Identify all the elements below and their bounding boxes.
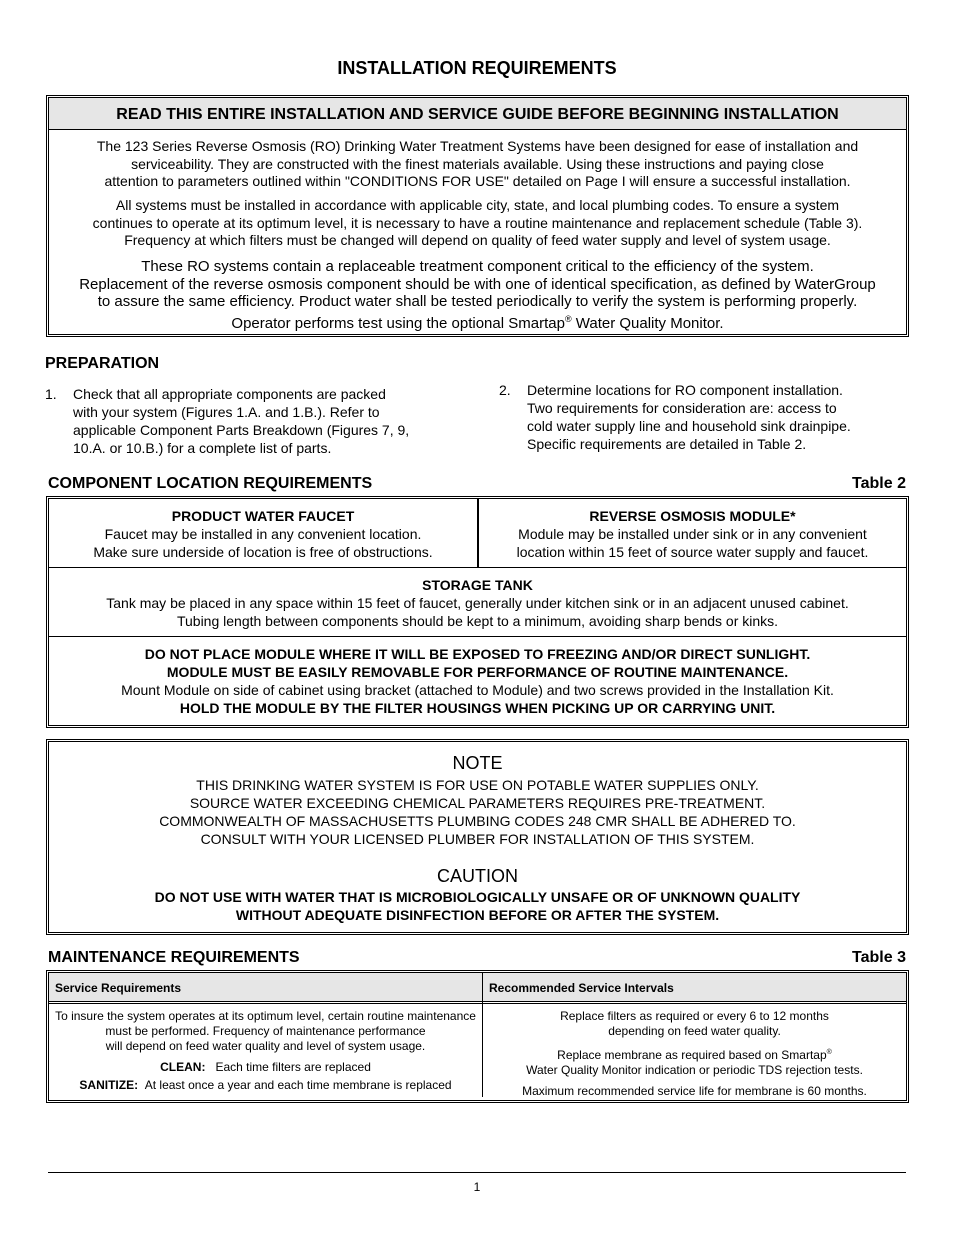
cell-title: REVERSE OSMOSIS MODULE* [589,508,796,524]
text-line: Check that all appropriate components are packed [73,386,386,402]
text-line: serviceability. They are constructed with the finest materials available. Using these instructions and paying close [131,155,824,172]
text-line: Two requirements for consideration are: access to [527,400,837,416]
sanitize-row: SANITIZE: At least once a year and each time membrane is replaced [79,1078,452,1092]
intro-paragraph-3 [55,258,900,332]
note-box [46,739,909,935]
text-line: All systems must be installed in accordance with applicable city, state, and local plumbing codes. To ensure a system [115,197,840,213]
preparation-item-2 [499,381,919,457]
divider [49,636,906,637]
text-line: CONSULT WITH YOUR LICENSED PLUMBER FOR INSTALLATION OF THIS SYSTEM. [200,831,755,847]
text-line: Faucet may be installed in any convenient location. [104,526,422,542]
text-line: THIS DRINKING WATER SYSTEM IS FOR USE ON POTABLE WATER SUPPLIES ONLY. [196,777,759,793]
text-line: SOURCE WATER EXCEEDING CHEMICAL PARAMETERS REQUIRES PRE-TREATMENT. [189,795,766,811]
intro-paragraph-1 [55,138,900,191]
clean-row: CLEAN: Each time filters are replaced [160,1060,371,1074]
text-line: Tubing length between components should be kept to a minimum, avoiding sharp bends or kinks. [176,613,779,629]
text-line: Maximum recommended service life for membrane is 60 months. [522,1084,867,1098]
maintenance-heading: MAINTENANCE REQUIREMENTS [48,949,300,966]
intro-paragraph-2 [55,197,900,250]
text-line: 10.A. or 10.B.) for a complete list of parts. [73,440,332,456]
text-line: These RO systems contain a replaceable treatment component critical to the efficiency of the system. [141,258,814,275]
text-line: Determine locations for RO component installation. [527,382,843,398]
item-number: 2. [499,382,511,398]
text-line: COMMONWEALTH OF MASSACHUSETTS PLUMBING CODES 248 CMR SHALL BE ADHERED TO. [159,813,796,829]
text-line: to assure the same efficiency. Product water shall be tested periodically to verify the system is performing properly. [97,293,858,310]
registered-mark: ® [826,1049,832,1056]
divider [49,567,906,568]
text-line: WITHOUT ADEQUATE DISINFECTION BEFORE OR AFTER THE SYSTEM. [235,907,720,923]
service-requirements-cell [49,1009,482,1093]
caution-text [49,888,906,924]
caution-heading: CAUTION [437,866,518,886]
intro-heading: READ THIS ENTIRE INSTALLATION AND SERVICE GUIDE BEFORE BEGINNING INSTALLATION [49,98,906,130]
text-line: Replace membrane as required based on Smartap® [557,1048,832,1062]
divider [49,1001,906,1004]
text-line: must be performed. Frequency of maintenance performance [105,1024,426,1038]
module-warning-cell [49,645,906,717]
page-title: INSTALLATION REQUIREMENTS [337,58,617,78]
text-line: Tank may be placed in any space within 15 feet of faucet, generally under kitchen sink or in an adjacent unused cabinet. [106,595,849,611]
text-line: DO NOT USE WITH WATER THAT IS MICROBIOLOGICALLY UNSAFE OR OF UNKNOWN QUALITY [154,889,801,905]
maintenance-table [46,970,909,1103]
text-line: MODULE MUST BE EASILY REMOVABLE FOR PERFORMANCE OF ROUTINE MAINTENANCE. [166,664,789,680]
preparation-item-1 [45,385,465,461]
text-line: HOLD THE MODULE BY THE FILTER HOUSINGS WHEN PICKING UP OR CARRYING UNIT. [179,700,776,716]
item-number: 1. [45,386,57,402]
text-line: Replacement of the reverse osmosis component should be with one of identical specification, as defined by WaterGroup [79,275,876,293]
table-2-label: Table 2 [852,475,906,492]
footer-rule [48,1172,906,1173]
component-location-table [46,496,909,728]
registered-mark: ® [564,313,572,324]
text-line: Specific requirements are detailed in Table 2. [527,436,807,452]
text-line: applicable Component Parts Breakdown (Figures 7, 9, [73,422,410,438]
cell-title: PRODUCT WATER FAUCET [171,508,355,524]
text-line: Replace filters as required or every 6 to 12 months [560,1009,829,1023]
storage-tank-cell [49,576,906,630]
text-line: Frequency at which filters must be changed will depend on quality of feed water supply and level of system usage. [124,232,831,248]
text-line: with your system (Figures 1.A. and 1.B.). Refer to [73,404,380,420]
preparation-heading: PREPARATION [45,355,160,372]
column-header-intervals: Recommended Service Intervals [489,981,674,995]
text-line: will depend on feed water quality and level of system usage. [105,1039,426,1053]
text-line: Operator performs test using the optional Smartap® Water Quality Monitor. [231,313,724,332]
text-line: Module may be installed under sink or in any convenient [518,526,867,542]
text-line: Mount Module on side of cabinet using bracket (attached to Module) and two screws provided in the Installation Kit. [121,682,834,698]
text-line: continues to operate at its optimum level, it is necessary to have a routine maintenance and replacement schedule (Table 3). [92,214,863,231]
text-line: Water Quality Monitor indication or periodic TDS rejection tests. [526,1063,863,1077]
text-line: attention to parameters outlined within "CONDITIONS FOR USE" detailed on Page I will ensure a successful installation. [104,173,851,189]
text-line: To insure the system operates at its optimum level, certain routine maintenance [55,1009,476,1023]
text-line: location within 15 feet of source water supply and faucet. [516,544,869,560]
text-line: cold water supply line and household sink drainpipe. [527,418,851,434]
service-intervals-cell [483,1009,906,1099]
column-header-service: Service Requirements [55,981,182,995]
page-number: 1 [473,1180,481,1194]
text-line: Make sure underside of location is free of obstructions. [93,544,433,560]
text-line: DO NOT PLACE MODULE WHERE IT WILL BE EXPOSED TO FREEZING AND/OR DIRECT SUNLIGHT. [144,646,811,662]
table-3-label: Table 3 [852,949,906,966]
cell-title: STORAGE TANK [422,577,533,593]
text-line: depending on feed water quality. [608,1024,781,1038]
note-heading: NOTE [452,753,503,773]
faucet-cell [49,507,477,561]
note-text [49,776,906,848]
component-location-heading: COMPONENT LOCATION REQUIREMENTS [48,475,373,492]
intro-box [46,95,909,337]
text-line: The 123 Series Reverse Osmosis (RO) Drinking Water Treatment Systems have been designed for ease of installation and [96,138,859,154]
ro-module-cell [479,507,906,561]
